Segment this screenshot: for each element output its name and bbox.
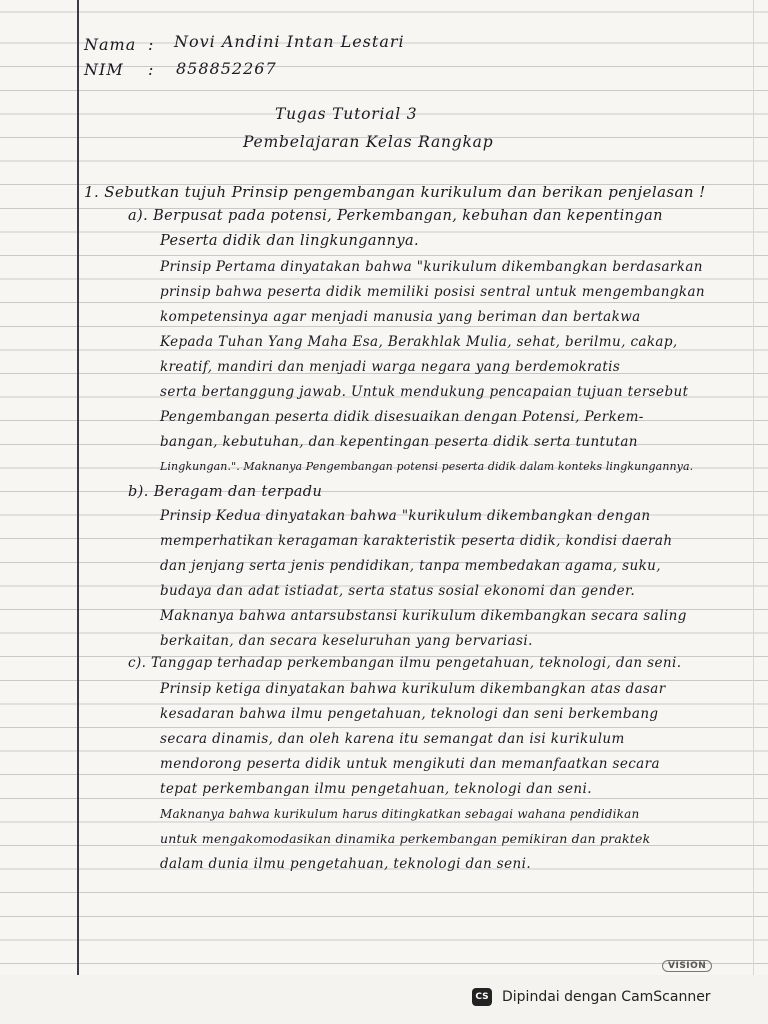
margin-line bbox=[77, 0, 79, 975]
section-c-line: secara dinamis, dan oleh karena itu semangat dan isi kurikulum bbox=[160, 731, 625, 747]
section-a-line: kompetensinya agar menjadi manusia yang beriman dan bertakwa bbox=[160, 309, 641, 325]
section-a-heading-cont: Peserta didik dan lingkungannya. bbox=[160, 233, 420, 249]
camscanner-icon: CS bbox=[472, 988, 492, 1006]
section-a-line: kreatif, mandiri dan menjadi warga negara yang berdemokratis bbox=[160, 359, 621, 375]
section-c-line: mendorong peserta didik untuk mengikuti dan memanfaatkan secara bbox=[160, 756, 660, 772]
name-value: Novi Andini Intan Lestari bbox=[174, 32, 405, 51]
section-a-line: Kepada Tuhan Yang Maha Esa, Berakhlak Mulia, sehat, berilmu, cakap, bbox=[160, 334, 678, 350]
section-b-line: Maknanya bahwa antarsubstansi kurikulum dikembangkan secara saling bbox=[160, 608, 687, 624]
section-b-line: Prinsip Kedua dinyatakan bahwa "kurikulum dikembangkan dengan bbox=[160, 508, 651, 524]
section-a-line: Prinsip Pertama dinyatakan bahwa "kurikulum dikembangkan berdasarkan bbox=[160, 259, 703, 275]
section-b-line: memperhatikan keragaman karakteristik peserta didik, kondisi daerah bbox=[160, 533, 673, 549]
name-label: Nama bbox=[84, 35, 137, 54]
section-a-line: bangan, kebutuhan, dan kepentingan peserta didik serta tuntutan bbox=[160, 434, 638, 450]
nim-label: NIM bbox=[84, 60, 124, 79]
section-a-heading: a). Berpusat pada potensi, Perkembangan, kebuhan dan kepentingan bbox=[128, 208, 663, 224]
section-b-line: berkaitan, dan secara keseluruhan yang bervariasi. bbox=[160, 633, 533, 649]
section-a-line: Pengembangan peserta didik disesuaikan dengan Potensi, Perkem- bbox=[160, 409, 644, 425]
title-line-1: Tugas Tutorial 3 bbox=[275, 105, 418, 123]
section-a-line: prinsip bahwa peserta didik memiliki posisi sentral untuk mengembangkan bbox=[160, 284, 706, 300]
section-b-line: budaya dan adat istiadat, serta status sosial ekonomi dan gender. bbox=[160, 583, 636, 599]
section-b-heading: b). Beragam dan terpadu bbox=[128, 484, 323, 500]
section-a-line: serta bertanggung jawab. Untuk mendukung pencapaian tujuan tersebut bbox=[160, 384, 689, 400]
nim-separator: : bbox=[148, 60, 155, 79]
name-separator: : bbox=[148, 35, 155, 54]
question-text: 1. Sebutkan tujuh Prinsip pengembangan kurikulum dan berikan penjelasan ! bbox=[84, 183, 706, 201]
section-b-line: dan jenjang serta jenis pendidikan, tanpa membedakan agama, suku, bbox=[160, 558, 661, 574]
section-c-line: untuk mengakomodasikan dinamika perkembangan pemikiran dan praktek bbox=[160, 831, 651, 846]
section-c-line: Maknanya bahwa kurikulum harus ditingkatkan sebagai wahana pendidikan bbox=[160, 807, 640, 821]
camscanner-text: Dipindai dengan CamScanner bbox=[502, 989, 711, 1005]
section-c-heading: c). Tanggap terhadap perkembangan ilmu pengetahuan, teknologi, dan seni. bbox=[128, 655, 682, 671]
section-c-line: kesadaran bahwa ilmu pengetahuan, teknologi dan seni berkembang bbox=[160, 706, 659, 722]
section-c-line: tepat perkembangan ilmu pengetahuan, teknologi dan seni. bbox=[160, 781, 592, 797]
nim-value: 858852267 bbox=[176, 59, 277, 78]
page-edge bbox=[753, 0, 754, 975]
section-c-line: Prinsip ketiga dinyatakan bahwa kurikulum dikembangkan atas dasar bbox=[160, 681, 666, 697]
camscanner-watermark bbox=[472, 982, 762, 1012]
section-a-line: Lingkungan.". Maknanya Pengembangan potensi peserta didik dalam konteks lingkungannya. bbox=[160, 460, 694, 473]
section-c-line: dalam dunia ilmu pengetahuan, teknologi dan seni. bbox=[160, 856, 532, 872]
title-line-2: Pembelajaran Kelas Rangkap bbox=[243, 133, 494, 151]
vision-brand-logo: VISION bbox=[662, 960, 712, 972]
